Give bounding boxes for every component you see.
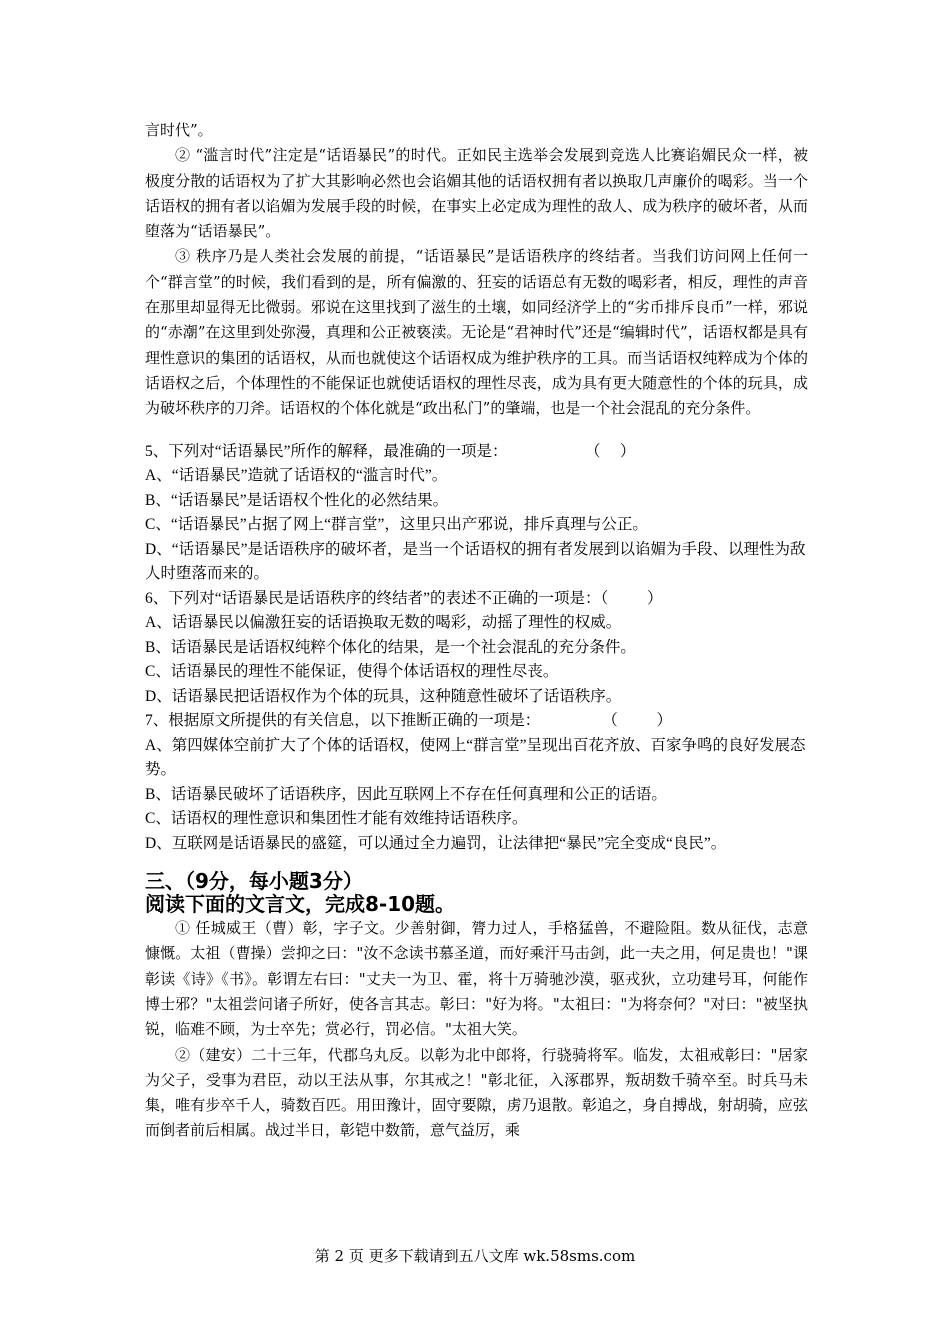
page-content (145, 118, 808, 1144)
passage-fragment: 言时代”。 (145, 121, 213, 139)
option-a: A、第四媒体空前扩大了个体的话语权，使网上“群言堂”呈现出百花齐放、百家争鸣的良好发展态势。 (145, 736, 806, 779)
option-a: A、话语暴民以偏激狂妄的话语换取无数的喝彩，动摇了理性的权威。 (145, 614, 622, 632)
question-7 (145, 709, 808, 856)
question-stem: 5、下列对“话语暴民”所作的解释，最准确的一项是： （ ） (145, 442, 636, 460)
question-6 (145, 587, 808, 710)
option-b: B、话语暴民是话语权纯粹个体化的结果，是一个社会混乱的充分条件。 (145, 638, 636, 656)
passage-paragraph-3: ③ 秩序乃是人类社会发展的前提，“话语暴民”是话语秩序的终结者。当我们访问网上任何一个“群言堂”的时候，我们看到的是，所有偏激的、狂妄的话语总有无数的喝彩者，相反，理性的声音在那里却显得无比微弱。邪说在这里找到了滋生的土壤，如同经济学上的“劣币排斥良币”一样，邪说的“赤潮”在这里到处弥漫，真理和公正被亵渎。无论是“君神时代”还是“编辑时代”，话语权都是具有理性意识的集团的话语权，从而也就使这个话语权成为维护秩序的工具。而当话语权纯粹成为个体的话语权之后，个体理性的不能保证也就使话语权的理性尽丧，成为具有更大随意性的个体的玩具，成为破坏秩序的刀斧。话语权的个体化就是“政出私门”的肇端，也是一个社会混乱的充分条件。 (145, 247, 808, 418)
section-instruction: 阅读下面的文言文，完成8-10题。 (145, 892, 456, 917)
section-heading: 三、（9分，每小题3分） (145, 869, 363, 894)
option-d: D、“话语暴民”是话语秩序的破坏者，是当一个话语权的拥有者发展到以谄媚为手段、以理性为敌人时堕落而来的。 (145, 540, 806, 583)
spacer (145, 422, 808, 440)
option-d: D、互联网是话语暴民的盛筵，可以通过全力遍罚，让法律把“暴民”完全变成“良民”。 (145, 834, 727, 852)
option-b: B、话语暴民破坏了话语秩序，因此互联网上不存在任何真理和公正的话语。 (145, 785, 667, 803)
option-b: B、“话语暴民”是话语权个性化的必然结果。 (145, 491, 449, 509)
passage-paragraph-2: ② “滥言时代”注定是“话语暴民”的时代。正如民主选举会发展到竞选人比赛谄媚民众一样，被极度分散的话语权为了扩大其影响必然也会谄媚其他的话语权拥有者以换取几声廉价的喝彩。当一个话语权的拥有者以谄媚为发展手段的时候，在事实上必定成为理性的敌人、成为秩序的破坏者，从而堕落为“话语暴民”。 (145, 146, 808, 241)
classical-paragraph-2: ②（建安）二十三年，代郡乌丸反。以彰为北中郎将，行骁骑将军。临发，太祖戒彰曰："居家为父子，受事为君臣，动以王法从事，尔其戒之！"彰北征，入涿郡界，叛胡数千骑卒至。时兵马未集，唯有步卒千人，骑数百匹。用田豫计，固守要隙，虏乃退散。彰追之，身自搏战，射胡骑，应弦而倒者前后相属。战过半日，彰铠中数箭，意气益厉，乘 (145, 1045, 808, 1140)
option-c: C、话语暴民的理性不能保证，使得个体话语权的理性尽丧。 (145, 663, 559, 681)
option-c: C、话语权的理性意识和集团性才能有效维持话语秩序。 (145, 810, 528, 828)
question-5 (145, 440, 808, 587)
option-c: C、“话语暴民”占据了网上“群言堂”，这里只出产邪说，排斥真理与公正。 (145, 516, 648, 534)
option-d: D、话语暴民把话语权作为个体的玩具，这种随意性破坏了话语秩序。 (145, 687, 622, 705)
classical-paragraph-1: ① 任城威王（曹）彰，字子文。少善射御，膂力过人，手格猛兽，不避险阻。数从征伐，志意慷慨。太祖（曹操）尝抑之曰："汝不念读书慕圣道，而好乘汗马击剑，此一夫之用，何足贵也！"课彰读《诗》《书》。彰谓左右曰："丈夫一为卫、霍，将十万骑驰沙漠，驱戎狄，立功建号耳，何能作博士邪？"太祖尝问诸子所好，使各言其志。彰曰："好为将。"太祖曰："为将奈何？"对曰："被坚执锐，临难不顾，为士卒先；赏必行，罚必信。"太祖大笑。 (145, 919, 808, 1039)
question-stem: 7、根据原文所提供的有关信息，以下推断正确的一项是： （ ） (145, 712, 673, 730)
option-a: A、“话语暴民”造就了话语权的“滥言时代”。 (145, 467, 448, 485)
page-footer: 第 2 页 更多下载请到五八文库 wk.58sms.com (314, 1247, 636, 1265)
question-stem: 6、下列对“话语暴民是话语秩序的终结者”的表述不正确的一项是：（ ） (145, 589, 663, 607)
